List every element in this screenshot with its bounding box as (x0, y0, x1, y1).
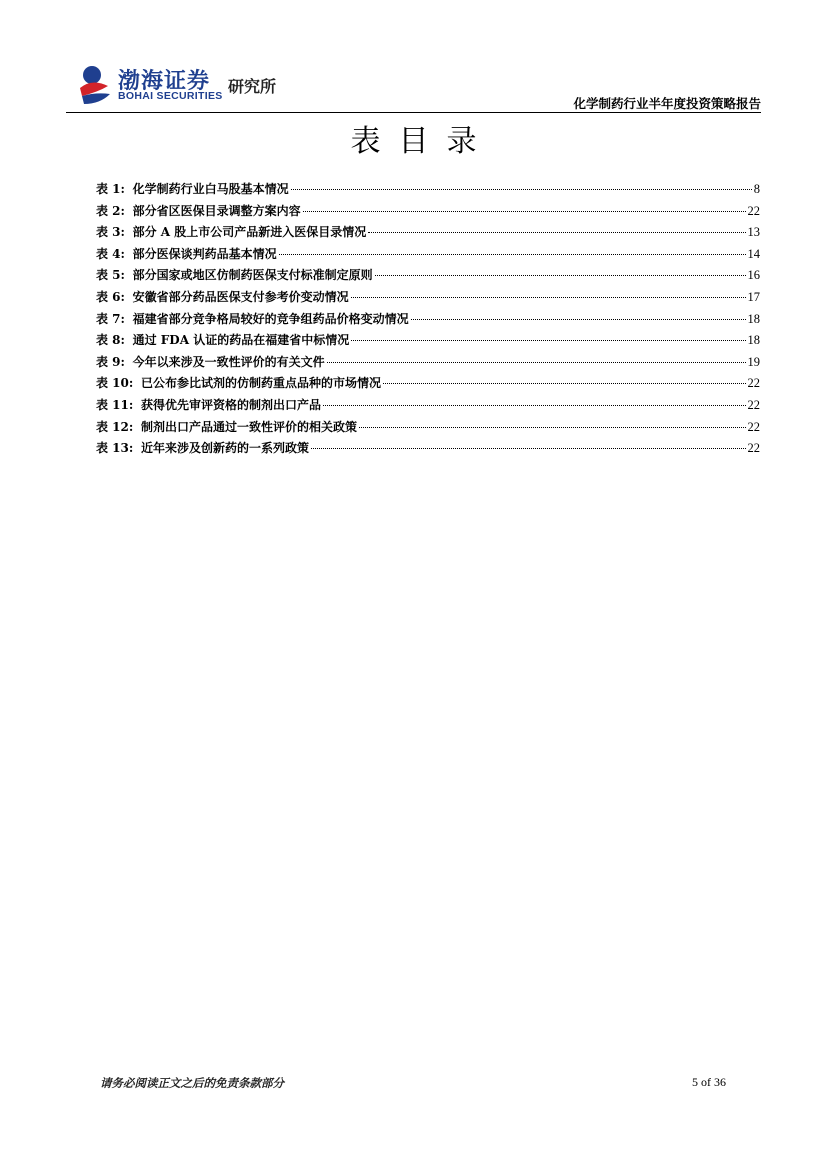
toc-entry-title: 部分医保谈判药品基本情况 (132, 246, 277, 261)
toc-entry-page: 18 (747, 311, 760, 326)
toc-entry-page: 22 (747, 419, 760, 434)
toc-entry[interactable] (96, 438, 760, 460)
toc-entry[interactable] (96, 222, 760, 244)
table-of-contents (96, 179, 760, 460)
toc-entry-label: 表 6: (96, 289, 125, 304)
toc-entry-title: 福建省部分竞争格局较好的竞争组药品价格变动情况 (132, 311, 409, 326)
toc-dot-leader (359, 427, 746, 428)
toc-entry-title: 今年以来涉及一致性评价的有关文件 (132, 354, 325, 369)
toc-entry-label: 表 13: (96, 441, 134, 456)
toc-dot-leader (303, 211, 746, 212)
toc-entry-label: 表 2: (96, 203, 125, 218)
toc-entry-page: 22 (747, 397, 760, 412)
toc-dot-leader (327, 362, 746, 363)
toc-entry-title: 部分国家或地区仿制药医保支付标准制定原则 (132, 268, 373, 283)
toc-entry[interactable] (96, 179, 760, 201)
toc-entry-page: 8 (753, 182, 760, 196)
toc-dot-leader (383, 383, 746, 384)
toc-entry-page: 16 (747, 268, 760, 283)
toc-entry-label: 表 9: (96, 354, 125, 369)
toc-entry-label: 表 12: (96, 419, 134, 434)
header-divider (66, 112, 761, 113)
toc-entry-title: 安徽省部分药品医保支付参考价变动情况 (132, 289, 349, 304)
toc-entry-page: 17 (747, 289, 760, 304)
toc-heading: 表目录 (350, 124, 495, 159)
footer-page-number: 5 of 36 (692, 1075, 726, 1089)
toc-entry-page: 14 (747, 246, 760, 261)
toc-entry-label: 表 5: (96, 268, 125, 283)
toc-entry[interactable] (96, 395, 760, 417)
toc-entry[interactable] (96, 244, 760, 266)
toc-dot-leader (351, 340, 745, 341)
toc-entry-page: 19 (747, 354, 760, 369)
toc-entry[interactable] (96, 309, 760, 331)
toc-entry-title: 化学制药行业白马股基本情况 (132, 182, 289, 196)
toc-entry-label: 表 10: (96, 376, 134, 391)
toc-entry-title: 通过 FDA 认证的药品在福建省中标情况 (132, 333, 350, 348)
toc-entry[interactable] (96, 417, 760, 439)
toc-entry[interactable] (96, 352, 760, 374)
toc-entry-label: 表 3: (96, 225, 125, 240)
toc-entry[interactable] (96, 373, 760, 395)
toc-dot-leader (368, 232, 745, 233)
toc-entry-label: 表 1: (96, 182, 125, 196)
toc-entry-title: 部分 A 股上市公司产品新进入医保目录情况 (132, 225, 367, 240)
toc-entry-page: 22 (747, 441, 760, 456)
toc-entry[interactable] (96, 265, 760, 287)
toc-dot-leader (291, 189, 752, 190)
toc-dot-leader (375, 275, 746, 276)
toc-entry-label: 表 11: (96, 397, 134, 412)
toc-entry-page: 13 (747, 225, 760, 240)
toc-entry[interactable] (96, 287, 760, 309)
toc-dot-leader (279, 254, 746, 255)
toc-entry-page: 18 (747, 333, 760, 348)
brand-department: 研究所 (228, 77, 277, 96)
toc-entry-label: 表 7: (96, 311, 125, 326)
toc-entry-page: 22 (747, 203, 760, 218)
toc-dot-leader (323, 405, 746, 406)
toc-entry-title: 部分省区医保目录调整方案内容 (132, 203, 301, 218)
toc-entry-title: 近年来涉及创新药的一系列政策 (140, 441, 309, 456)
toc-dot-leader (351, 297, 746, 298)
toc-entry-title: 已公布参比试剂的仿制药重点品种的市场情况 (140, 376, 381, 391)
brand-name-en: BOHAI SECURITIES (118, 90, 223, 102)
toc-entry[interactable] (96, 201, 760, 223)
toc-dot-leader (311, 448, 746, 449)
toc-entry-page: 22 (747, 376, 760, 391)
toc-entry-title: 获得优先审评资格的制剂出口产品 (140, 397, 321, 412)
report-title: 化学制药行业半年度投资策略报告 (573, 96, 761, 111)
brand-name-cn: 渤海证券 (118, 69, 211, 94)
toc-entry-label: 表 4: (96, 246, 125, 261)
footer-disclaimer: 请务必阅读正文之后的免责条款部分 (100, 1076, 284, 1090)
toc-entry-title: 制剂出口产品通过一致性评价的相关政策 (140, 419, 357, 434)
toc-dot-leader (411, 319, 746, 320)
toc-entry-label: 表 8: (96, 333, 125, 348)
toc-entry[interactable] (96, 330, 760, 352)
